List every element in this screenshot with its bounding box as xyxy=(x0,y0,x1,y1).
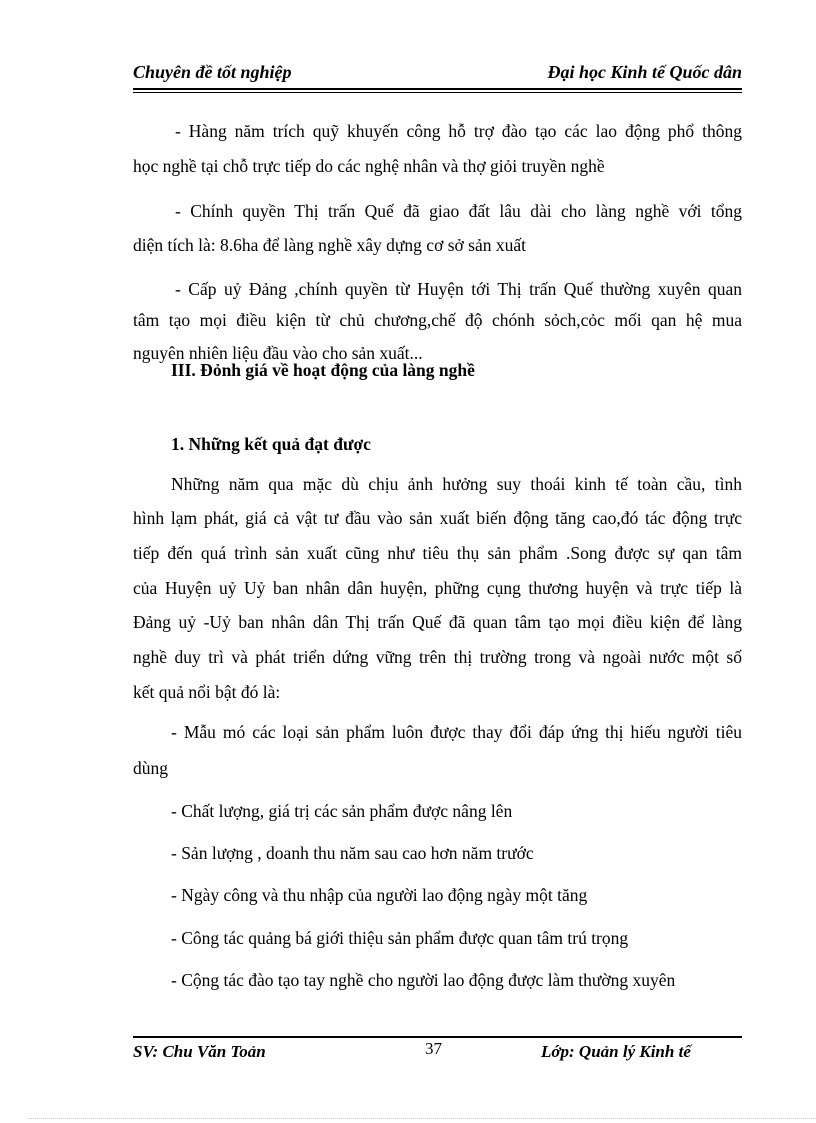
page-number: 37 xyxy=(425,1039,442,1058)
footer-class-name: Lớp: Quản lý Kinh tế xyxy=(541,1042,691,1061)
paragraph-line: Đảng uỷ -Uỷ ban nhân dân Thị trấn Quế đã quan tâm tạo mọi điều kiện để làng xyxy=(133,612,742,632)
section-heading: III. Đỏnh giá về hoạt động của làng nghề xyxy=(171,360,475,380)
paragraph-line: - Cấp uỷ Đảng ,chính quyền từ Huyện tới Thị trấn Quế thường xuyên quan xyxy=(175,279,742,299)
page-body xyxy=(133,0,742,1030)
paragraph-line: - Hàng năm trích quỹ khuyến công hỗ trợ đào tạo các lao động phổ thông xyxy=(175,121,742,141)
footer-student-name: SV: Chu Văn Toản xyxy=(133,1042,266,1061)
paragraph-line: tiếp đến quá trình sản xuất cũng như tiêu thụ sản phẩm .Song được sự qan tâm xyxy=(133,543,742,563)
paragraph-line: kết quả nổi bật đó là: xyxy=(133,682,281,702)
paragraph-line: nguyên nhiên liệu đầu vào cho sản xuất... xyxy=(133,343,423,363)
paragraph-line: nghề duy trì và phát triển dứng vững trên thị trường trong và ngoài nước một số xyxy=(133,647,742,667)
bullet-line: - Công tác quảng bá giới thiệu sản phẩm được quan tâm trú trọng xyxy=(171,928,629,948)
paragraph-line: hình lạm phát, giá cả vật tư đầu vào sản xuất biến động tăng cao,đó tác động trực xyxy=(133,508,742,528)
bullet-line: - Mẫu mó các loại sản phẩm luôn được thay đổi đáp ứng thị hiếu người tiêu xyxy=(171,722,742,742)
header-left-title: Chuyên đề tốt nghiệp xyxy=(133,62,292,82)
bullet-line: - Sản lượng , doanh thu năm sau cao hơn năm trước xyxy=(171,843,534,863)
paragraph-line: học nghề tại chỗ trực tiếp do các nghệ nhân và thợ giỏi truyền nghề xyxy=(133,156,605,176)
bullet-line: dùng xyxy=(133,758,168,778)
subsection-heading: 1. Những kết quả đạt được xyxy=(171,434,371,454)
header-right-title: Đại học Kinh tế Quốc dân xyxy=(547,62,742,82)
paragraph-line: của Huyện uỷ Uỷ ban nhân dân huyện, phững cụng thương huyện và trực tiếp là xyxy=(133,578,742,598)
paragraph-line: tâm tạo mọi điều kiện từ chủ chương,chế độ chónh sỏch,cỏc mối qan hệ mua xyxy=(133,310,742,330)
paragraph-line: Những năm qua mặc dù chịu ảnh hưởng suy thoái kinh tế toàn cầu, tình xyxy=(171,474,742,494)
paragraph-line: diện tích là: 8.6ha để làng nghề xây dựng cơ sở sản xuất xyxy=(133,235,526,255)
bullet-line: - Chất lượng, giá trị các sản phẩm được nâng lên xyxy=(171,801,513,821)
footer-rule xyxy=(133,1036,742,1038)
bullet-line: - Ngày công và thu nhập của người lao động ngày một tăng xyxy=(171,885,588,905)
paragraph-line: - Chính quyền Thị trấn Quế đã giao đất lâu dài cho làng nghề với tổng xyxy=(175,201,742,221)
page-bottom-border xyxy=(28,1118,816,1119)
bullet-line: - Cộng tác đào tạo tay nghề cho người lao động được làm thường xuyên xyxy=(171,970,676,990)
